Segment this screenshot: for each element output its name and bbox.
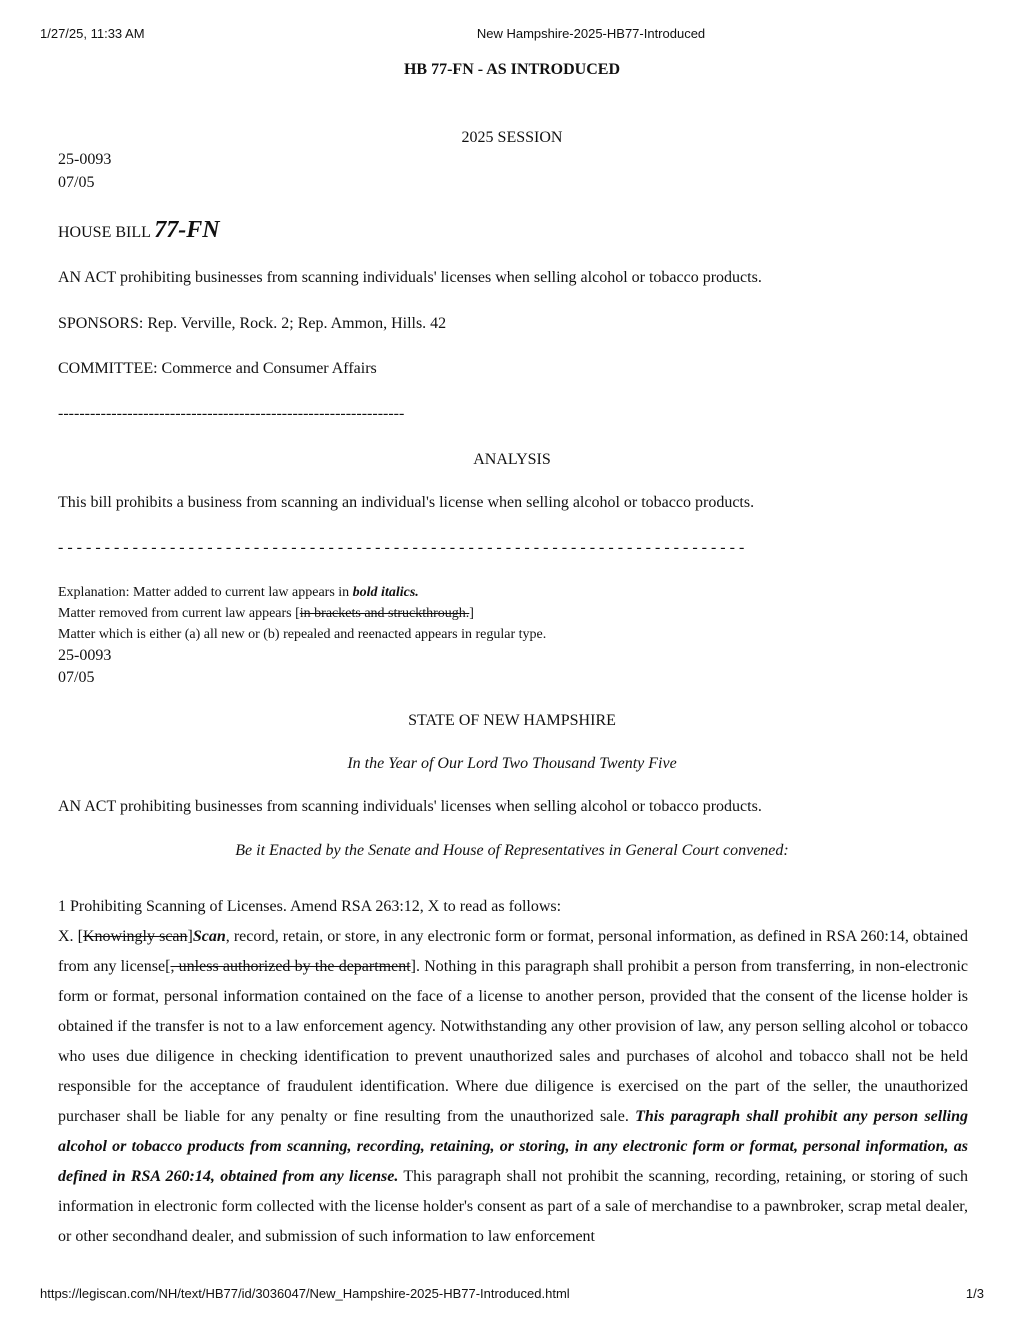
state-heading: STATE OF NEW HAMPSHIRE (408, 712, 616, 729)
bill-code: 07/05 (58, 174, 95, 191)
explanation-prefix: Explanation: Matter added to current law appears in (58, 585, 353, 600)
session-label: 2025 SESSION (461, 129, 563, 146)
print-title: New Hampshire-2025-HB77-Introduced (476, 26, 706, 41)
analysis-heading: ANALYSIS (473, 451, 551, 468)
para-text: X. [ (58, 928, 83, 945)
section-1-heading: 1 Prohibiting Scanning of Licenses. Amend RSA 263:12, X to read as follows: (58, 898, 562, 915)
explanation-line-1 (58, 582, 419, 603)
bold-italics-sample: bold italics. (352, 585, 419, 600)
section-paragraph-x (58, 922, 968, 1252)
divider: ----------------------------------------------------------------- (58, 405, 405, 422)
committee: COMMITTEE: Commerce and Consumer Affairs (58, 360, 377, 377)
para-text: , record, retain, or store, in any electronic form or format, personal information, as defined in RSA 260:14, obtained from any license[ (58, 928, 969, 975)
print-datetime: 1/27/25, 11:33 AM (40, 26, 145, 41)
act-title-2: AN ACT prohibiting businesses from scanning individuals' licenses when selling alcohol or tobacco products. (58, 798, 762, 815)
print-url: https://legiscan.com/NH/text/HB77/id/3036047/New_Hampshire-2025-HB77-Introduced.html (40, 1286, 570, 1301)
explanation-line-3: Matter which is either (a) all new or (b) repealed and reenacted appears in regular type. (58, 627, 547, 642)
struck-text: Knowingly scan (82, 928, 188, 945)
removed-prefix: Matter removed from current law appears [ (58, 606, 300, 621)
enacting-clause: Be it Enacted by the Senate and House of Representatives in General Court convened: (235, 842, 789, 859)
para-text: ]. Nothing in this paragraph shall prohibit a person from transferring, in non-electronic form or format, personal information contained on the face of a license to another person, provided that the consent of the license holder is obtained if the transfer is not to a law enforcement agency. Notwithstanding any other provision of law, any person selling alcohol or tobacco who uses due diligence in checking identification to prevent unauthorized sales and purchases of alcohol and tobacco shall not be held responsible for the acceptance of fraudulent identification. Where due diligence is exercised on the part of the seller, the unauthorized purchaser shall be liable for any penalty or fine resulting from the unauthorized sale. (58, 958, 969, 1125)
para-text: ] (187, 928, 193, 945)
print-page-number: 1/3 (965, 1286, 984, 1301)
house-bill-line (58, 214, 220, 249)
added-text: Scan (192, 928, 226, 945)
explanation-line-2 (58, 603, 474, 624)
divider-dashed: - - - - - - - - - - - - - - - - - - - - - - - - - - - - - - - - - - - - - - - - - - - - - - - - - - - - - - - - - - - - - - - - - - - - - - - - - - (58, 539, 745, 556)
added-text: This paragraph shall prohibit any person selling alcohol or tobacco products from scanning, recording, retaining, or storing, in any electronic form or format, personal information, as defined in RSA 260:14, obtained from any license. (58, 1108, 969, 1185)
analysis-text: This bill prohibits a business from scanning an individual's license when selling alcohol or tobacco products. (58, 494, 755, 511)
bill-code-2: 07/05 (58, 669, 95, 686)
struck-sample: in brackets and struckthrough. (299, 606, 470, 621)
struck-text: , unless authorized by the department (170, 958, 411, 975)
house-bill-number: 77-FN (154, 217, 220, 243)
lsr-number-2: 25-0093 (58, 647, 112, 664)
act-title: AN ACT prohibiting businesses from scanning individuals' licenses when selling alcohol or tobacco products. (58, 269, 762, 286)
sponsors: SPONSORS: Rep. Verville, Rock. 2; Rep. Ammon, Hills. 42 (58, 315, 447, 332)
year-line: In the Year of Our Lord Two Thousand Twenty Five (347, 755, 677, 772)
house-bill-label: HOUSE BILL (58, 224, 151, 241)
para-text: This paragraph shall not prohibit the scanning, recording, retaining, or storing of such information in electronic form collected with the license holder's consent as part of a sale of merchandise to a pawnbroker, scrap metal dealer, or other secondhand dealer, and submission of such information to law enforcement (58, 1168, 968, 1245)
removed-suffix: ] (469, 606, 474, 621)
bill-heading: HB 77-FN - AS INTRODUCED (403, 61, 620, 78)
lsr-number: 25-0093 (58, 151, 112, 168)
